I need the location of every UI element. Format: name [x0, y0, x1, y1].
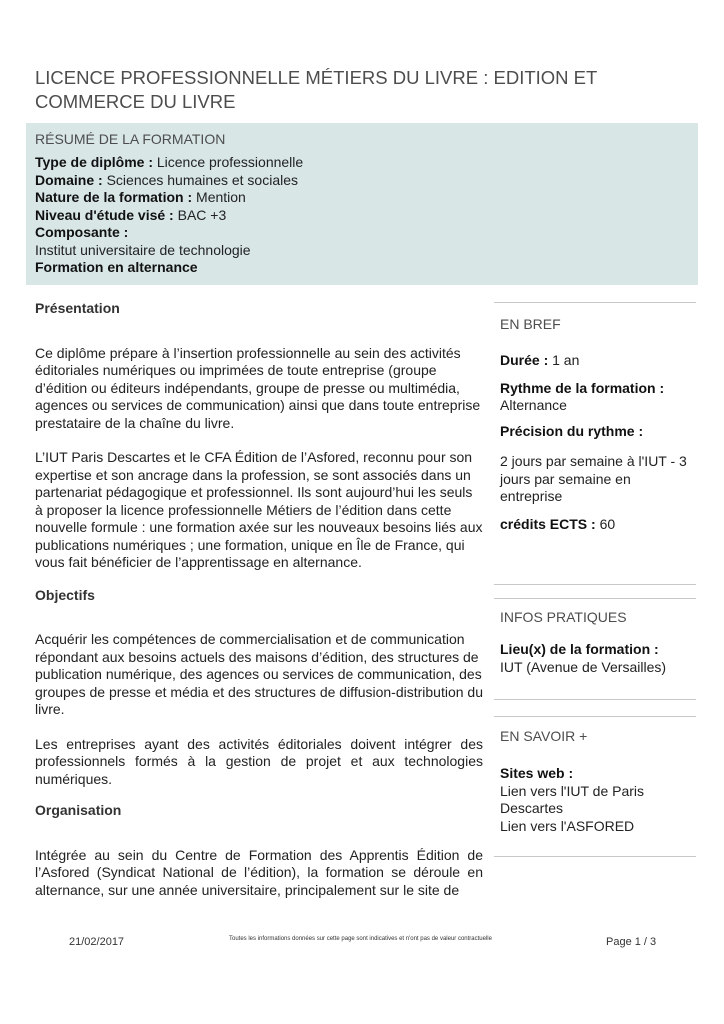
rhythm-precision-label: Précision du rythme : — [500, 422, 644, 439]
presentation-paragraph-2: L’IUT Paris Descartes et le CFA Édition de l’Asfored, reconnu pour son expertise et son ancrage dans la profession, se sont associés dans un partenariat pédagogique et professionnel. Ils sont aujourd’hui les seuls à proposer la licence professionnelle Métiers de l’édition dans cette nouvelle formule : une formation axée sur les nouveaux besoins liés aux publications numériques ; une formation, unique en Île de France, qui vous fait bénéficier de l’apprentissage en alternance. — [35, 449, 483, 570]
alternance-label: Formation en alternance — [35, 259, 198, 275]
diploma-type-label: Type de diplôme : — [35, 154, 153, 170]
domain — [35, 172, 689, 190]
presentation-paragraph-1: Ce diplôme prépare à l’insertion professionnelle au sein des activités éditoriales numériques ou imprimées de toute entreprise (groupe d’édition ou éditeurs indépendants, groupe de presse ou multimédia, agences ou services de communication) ainsi que dans toute entreprise prestataire de la chaîne du livre. — [35, 344, 481, 431]
websites-label-line — [500, 765, 690, 783]
location-label: Lieu(x) de la formation : — [500, 641, 659, 657]
infos-pratiques-heading: INFOS PRATIQUES — [500, 609, 627, 625]
rhythm-label: Rythme de la formation : — [500, 379, 665, 396]
summary-box — [26, 123, 698, 285]
study-level-value: BAC +3 — [177, 206, 227, 223]
summary-heading: RÉSUMÉ DE LA FORMATION — [35, 131, 226, 147]
ects-credits — [500, 516, 690, 534]
duration — [500, 352, 690, 370]
footer-disclaimer: Toutes les informations données sur cette page sont indicatives et n'ont pas de valeur contractuelle — [229, 936, 492, 942]
rhythm-precision-value: 2 jours par semaine à l'IUT - 3 jours par semaine en entreprise — [500, 453, 687, 504]
link-asfored[interactable]: Lien vers l'ASFORED — [500, 817, 635, 834]
infos-pratiques-box — [494, 598, 696, 700]
study-level — [35, 207, 689, 225]
en-savoir-box — [494, 716, 696, 857]
study-level-label: Niveau d'étude visé : — [35, 206, 174, 223]
duration-label: Durée : — [500, 352, 549, 368]
objectifs-heading: Objectifs — [35, 586, 95, 603]
ects-credits-label: crédits ECTS : — [500, 515, 596, 532]
main-content — [35, 300, 483, 899]
component-label: Composante : — [35, 224, 129, 240]
location-value: IUT (Avenue de Versailles) — [500, 658, 667, 675]
footer-date: 21/02/2017 — [69, 936, 125, 948]
diploma-type — [35, 154, 689, 172]
component — [35, 224, 689, 242]
objectifs-paragraph-1: Acquérir les compétences de commercialisation et de communication répondant aux besoins actuels des maisons d’édition, des structures de publication numérique, des agences ou services de communication, des groupes de presse et média et des structures de diffusion-distribution du livre. — [35, 631, 483, 717]
footer-page-number: Page 1 / 3 — [606, 936, 657, 948]
component-value: Institut universitaire de technologie — [35, 241, 251, 258]
ects-credits-value: 60 — [599, 515, 616, 532]
domain-label: Domaine : — [35, 171, 103, 188]
duration-value: 1 an — [552, 352, 580, 368]
en-bref-heading: EN BREF — [500, 316, 561, 332]
training-nature — [35, 189, 689, 207]
location-label-line — [500, 641, 690, 659]
training-nature-label: Nature de la formation : — [35, 189, 193, 205]
training-nature-value: Mention — [196, 189, 246, 205]
en-savoir-heading: EN SAVOIR + — [500, 728, 588, 744]
rhythm-label-line — [500, 380, 690, 398]
organisation-heading: Organisation — [35, 802, 122, 818]
sidebar — [494, 302, 696, 857]
websites-label: Sites web : — [500, 765, 574, 781]
diploma-type-value: Licence professionnelle — [156, 154, 304, 170]
rhythm-precision-label-line — [500, 423, 690, 441]
page-title: LICENCE PROFESSIONNELLE MÉTIERS DU LIVRE : EDITION ET COMMERCE DU LIVRE — [35, 67, 597, 112]
alternance-flag — [35, 259, 689, 277]
organisation-paragraph-1: Intégrée au sein du Centre de Formation des Apprentis Édition de l’Asfored (Syndicat National de l’édition), la formation se déroule en alternance, sur une année universitaire, principalement sur le site de — [35, 846, 483, 898]
rhythm-value: Alternance — [500, 397, 567, 413]
link-iut-paris-descartes[interactable]: Lien vers l'IUT de Paris Descartes — [500, 782, 645, 816]
presentation-heading: Présentation — [35, 300, 120, 316]
en-bref-box — [494, 302, 696, 585]
domain-value: Sciences humaines et sociales — [106, 171, 299, 188]
objectifs-paragraph-2: Les entreprises ayant des activités éditoriales doivent intégrer des professionnels formés à la gestion de projet et aux technologies numériques. — [35, 735, 483, 787]
